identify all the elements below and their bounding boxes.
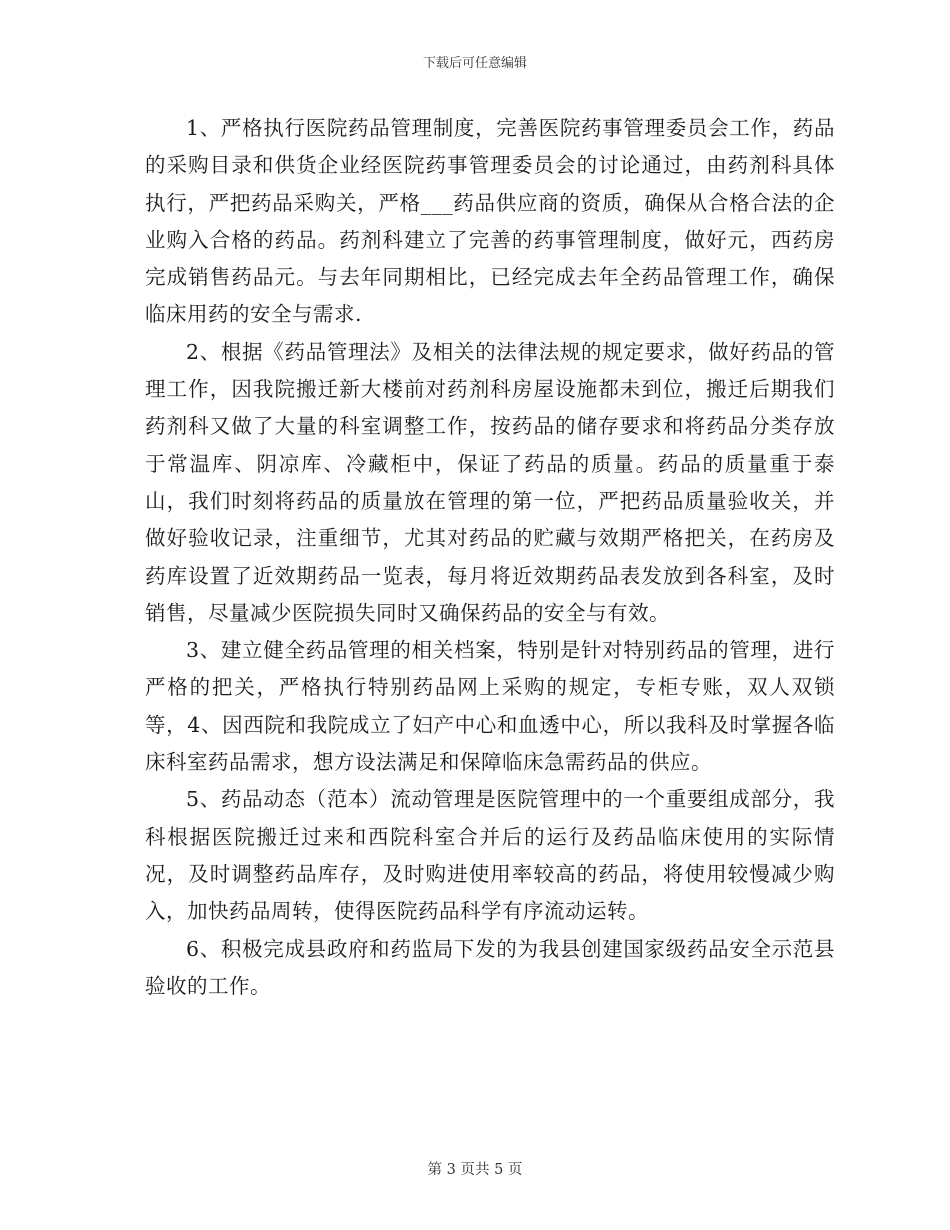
document-body <box>145 110 835 1005</box>
paragraph-3: 3、建立健全药品管理的相关档案，特别是针对特别药品的管理，进行严格的把关，严格执行特别药品网上采购的规定，专柜专账，双人双锁等，4、因西院和我院成立了妇产中心和血透中心，所以我科及时掌握各临床科室药品需求，想方设法满足和保障临床急需药品的供应。 <box>145 638 835 775</box>
paragraph-4: 5、药品动态（范本）流动管理是医院管理中的一个重要组成部分，我科根据医院搬迁过来和西院科室合并后的运行及药品临床使用的实际情况，及时调整药品库存，及时购进使用率较高的药品，将使用较慢减少购入，加快药品周转，使得医院药品科学有序流动运转。 <box>145 787 835 924</box>
page-header: 下载后可任意编辑 <box>422 56 527 71</box>
paragraph-5: 6、积极完成县政府和药监局下发的为我县创建国家级药品安全示范县验收的工作。 <box>145 936 835 998</box>
page-footer: 第 3 页共 5 页 <box>427 1162 523 1178</box>
paragraph-2: 2、根据《药品管理法》及相关的法律法规的规定要求，做好药品的管理工作，因我院搬迁新大楼前对药剂科房屋设施都未到位，搬迁后期我们药剂科又做了大量的科室调整工作，按药品的储存要求和将药品分类存放于常温库、阴凉库、冷藏柜中，保证了药品的质量。药品的质量重于泰山，我们时刻将药品的质量放在管理的第一位，严把药品质量验收关，并做好验收记录，注重细节，尤其对药品的贮藏与效期严格把关，在药房及药库设置了近效期药品一览表，每月将近效期药品表发放到各科室，及时销售，尽量减少医院损失同时又确保药品的安全与有效。 <box>145 339 835 625</box>
paragraph-1: 1、严格执行医院药品管理制度，完善医院药事管理委员会工作，药品的采购目录和供货企业经医院药事管理委员会的讨论通过，由药剂科具体执行，严把药品采购关，严格___药品供应商的资质，确保从合格合法的企业购入合格的药品。药剂科建立了完善的药事管理制度，做好元，西药房完成销售药品元。与去年同期相比，已经完成去年全药品管理工作，确保临床用药的安全与需求. <box>145 116 835 327</box>
